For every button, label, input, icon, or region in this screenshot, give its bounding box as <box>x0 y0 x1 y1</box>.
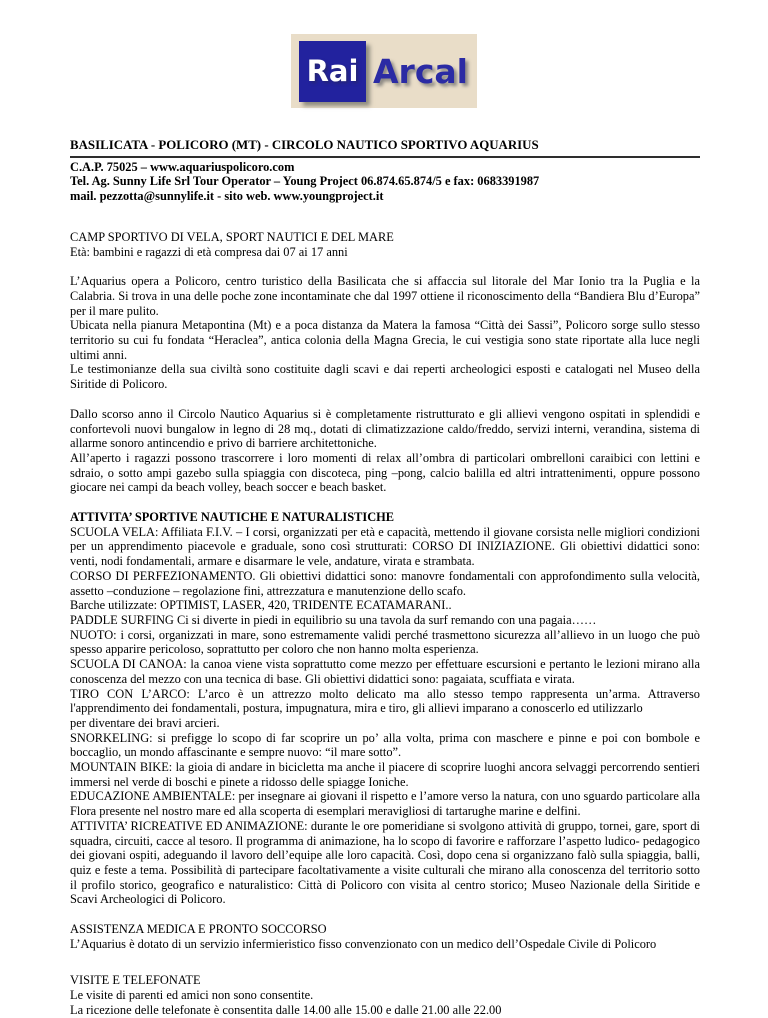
rai-arcal-logo <box>291 34 477 108</box>
attivita-barche: Barche utilizzate: OPTIMIST, LASER, 420, TRIDENTE ECATAMARANI.. <box>70 598 452 613</box>
attivita-nuoto: NUOTO: i corsi, organizzati in mare, sono estremamente validi perché trasmettono sicurezza all’allievo in un luogo che può spesso apparire pericoloso, soprattutto per coloro che non hanno molta esperienza. <box>70 627 700 657</box>
attivita-scuola-vela: SCUOLA VELA: Affiliata F.I.V. – I corsi, organizzati per età e capacità, mettendo il giovane corsista nelle migliori condizioni per un apprendimento piacevole e graduale, sono così strutturati: CORSO DI INIZIAZIONE. Gli obiettivi didattici sono: venti, nodi fondamentali, armare e disarmare le vele, andature, virata e strambata. <box>70 524 700 569</box>
camp-title: CAMP SPORTIVO DI VELA, SPORT NAUTICI E DEL MARE <box>70 229 394 244</box>
attivita-ricreative-animazione: ATTIVITA’ RICREATIVE ED ANIMAZIONE: durante le ore pomeridiane si svolgono attività di gruppo, tornei, gare, sport di squadra, circuiti, cacce al tesoro. Il programma di animazione, ha lo scopo di favorire e rafforzare l’aspetto ludico- pedagogico dei giovani ospiti, adeguando il lavoro dell’equipe alle loro capacità. Così, dopo cena si organizzano falò sulla spiaggia, balli, quiz e feste a tema. Possibilità di partecipare facoltativamente a visite culturali che mirano alla conoscenza del territorio sotto il profilo storico, geografico e naturalistico: Città di Policoro con visita al centro storico; Museo Nazionale della Siritide e Scavi Archeologici di Policoro. <box>70 818 700 907</box>
document-title: BASILICATA - POLICORO (MT) - CIRCOLO NAUTICO SPORTIVO AQUARIUS <box>70 138 700 158</box>
attivita-heading: ATTIVITA’ SPORTIVE NAUTICHE E NATURALISTICHE <box>70 510 395 525</box>
assistenza-paragraph: L’Aquarius è dotato di un servizio infermieristico fisso convenzionato con un medico dell’Ospedale Civile di Policoro <box>70 936 657 951</box>
visite-heading: VISITE E TELEFONATE <box>70 973 201 988</box>
rai-logo-text: Rai <box>306 54 359 88</box>
struttura-paragraph-1: Dallo scorso anno il Circolo Nautico Aquarius si è completamente ristrutturato e gli allievi vengono ospitati in splendidi e confortevoli nuovi bungalow in legno di 28 mq., dotati di climatizzazione caldo/freddo, servizi interni, verandina, sistema di allarme sonoro antincendio e privo di barriere architettoniche. <box>70 406 700 451</box>
attivita-perfezionamento: CORSO DI PERFEZIONAMENTO. Gli obiettivi didattici sono: manovre fondamentali con approfondimento sulla velocità, assetto –conduzione – regolazione fini, attrezzatura e manutenzione dello scafo. <box>70 568 700 598</box>
attivita-block <box>70 510 700 907</box>
assistenza-block <box>70 922 700 951</box>
mail-line: mail. pezzotta@sunnylife.it - sito web. www.youngproject.it <box>70 189 384 204</box>
struttura-paragraph-2: All’aperto i ragazzi possono trascorrere i loro momenti di relax all’ombra di particolari ombrelloni caraibici con lettini e sdraio, o sotto ampi gazebo sulla spiaggia con discoteca, ping –pong, calcio balilla ed altri intrattenimenti, oppure possono giocare nei campi da beach volley, beach soccer e beach basket. <box>70 450 700 495</box>
intro-paragraph-3: Le testimonianze della sua civiltà sono costituite dagli scavi e dai reperti archeologici esposti e catalogati nel Museo della Siritide di Policoro. <box>70 362 700 392</box>
visite-paragraph-2: La ricezione delle telefonate è consentita dalle 14.00 alle 15.00 e dalle 21.00 alle 22.00 <box>70 1002 502 1017</box>
rai-logo-square <box>299 41 366 102</box>
attivita-paddle: PADDLE SURFING Ci si diverte in piedi in equilibrio su una tavola da surf remando con una pagaia…… <box>70 612 597 627</box>
intro-block <box>70 274 700 392</box>
intro-paragraph-2: Ubicata nella pianura Metapontina (Mt) e a poca distanza da Matera la famosa “Città dei Sassi”, Policoro sorge sullo stesso territorio su cui fu fondata “Heraclea”, antica colonia della Magna Grecia, le cui vestigia sono state riportate alla luce negli ultimi anni. <box>70 318 700 362</box>
camp-age-line: Età: bambini e ragazzi di età compresa dai 07 ai 17 anni <box>70 244 348 259</box>
tel-line: Tel. Ag. Sunny Life Srl Tour Operator – Young Project 06.874.65.874/5 e fax: 0683391987 <box>70 174 540 189</box>
visite-paragraph-1: Le visite di parenti ed amici non sono consentite. <box>70 988 314 1003</box>
intro-paragraph-1: L’Aquarius opera a Policoro, centro turistico della Basilicata che si affaccia sul litorale del Mar Ionio tra la Puglia e la Calabria. Si trova in una delle poche zone incontaminate che dal 1997 ottiene il riconoscimento della “Bandiera Blu d’Europa” per il mare pulito. <box>70 274 700 318</box>
camp-block <box>70 230 700 259</box>
document-content <box>70 138 700 1018</box>
logo-area <box>0 0 768 108</box>
visite-block <box>70 973 700 1017</box>
attivita-mountain-bike: MOUNTAIN BIKE: la gioia di andare in bicicletta ma anche il piacere di scoprire luoghi ancora selvaggi percorrendo sentieri immersi nel verde di boschi e pinete a ridosso delle spiagge Ioniche. <box>70 760 700 789</box>
struttura-block <box>70 407 700 495</box>
attivita-canoa: SCUOLA DI CANOA: la canoa viene vista soprattutto come mezzo per effettuare escursioni e pertanto le lezioni mirano alla conoscenza del mezzo con una tecnica di base. Gli obiettivi didattici sono: pagaiata, scuffiata e virata. <box>70 657 700 686</box>
attivita-educazione-ambientale: EDUCAZIONE AMBIENTALE: per insegnare ai giovani il rispetto e l’amore verso la natura, con uno sguardo particolare alla Flora presente nel nostro mare ed alla scoperta di esemplari meravigliosi di tartarughe marine e delfini. <box>70 789 700 819</box>
assistenza-heading: ASSISTENZA MEDICA E PRONTO SOCCORSO <box>70 922 327 937</box>
cap-line: C.A.P. 75025 – www.aquariuspolicoro.com <box>70 159 295 174</box>
attivita-tiro-arco: TIRO CON L’ARCO: L’arco è un attrezzo molto delicato ma allo stesso tempo rappresenta un’arma. Attraverso l'apprendimento dei fondamentali, postura, impugnatura, mira e tiro, gli allievi imparano a conoscerlo ed utilizzarlo <box>70 686 700 716</box>
attivita-snorkeling: SNORKELING: si prefigge lo scopo di far scoprire un po’ alla volta, prima con maschere e pinne e poi con bombole e boccaglio, un mondo affascinante e sempre nuovo: “il mare sotto”. <box>70 730 700 760</box>
arcal-logo-text: Arcal <box>373 51 468 91</box>
attivita-tiro-arco-cont: per diventare dei bravi arcieri. <box>70 715 220 730</box>
